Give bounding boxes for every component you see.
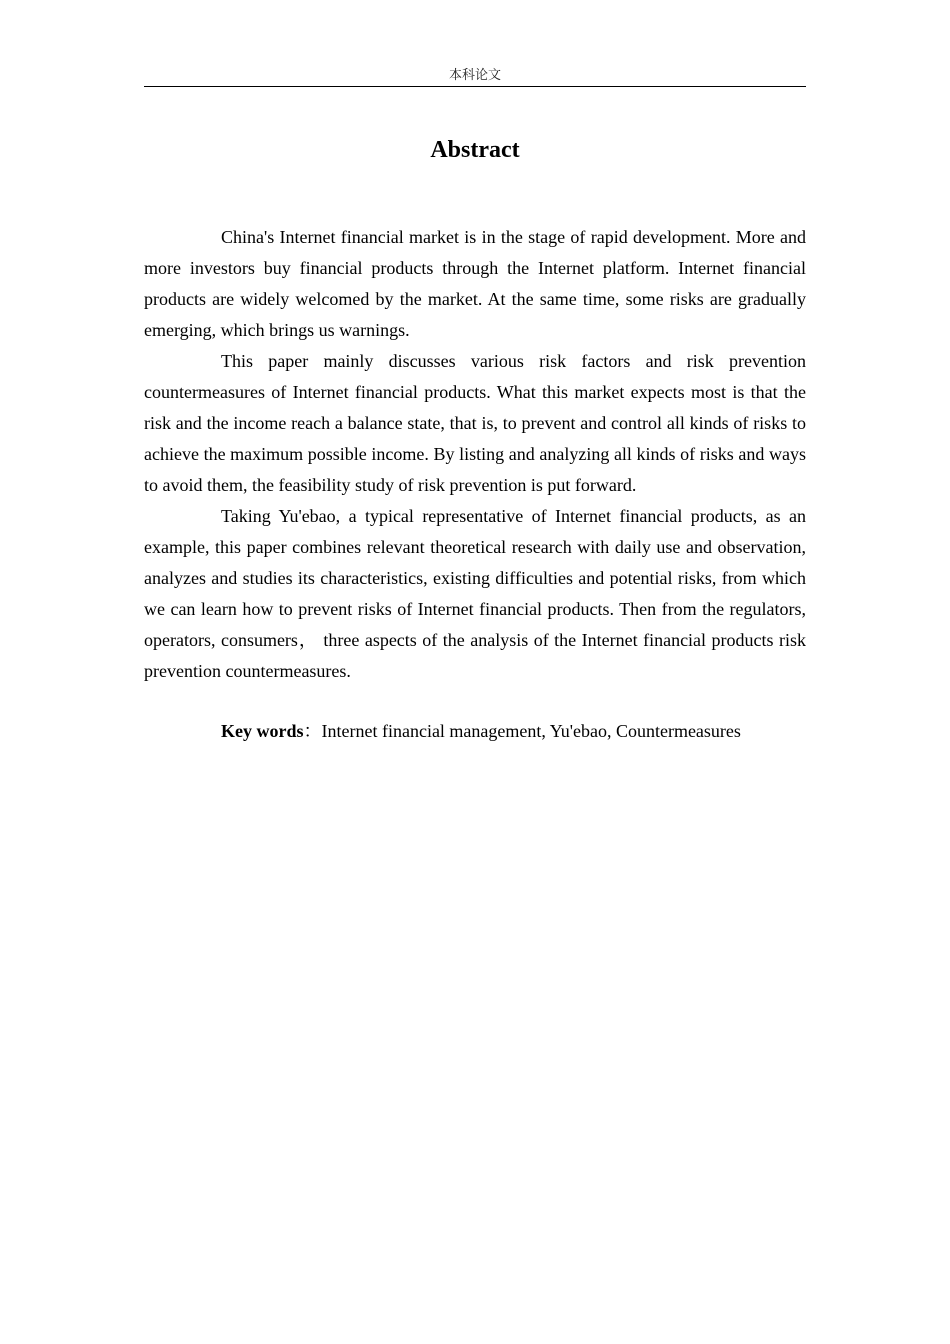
keywords-list: Internet financial management, Yu'ebao, Countermeasures [321, 721, 741, 741]
keywords-separator: ： [303, 721, 322, 741]
page-header [144, 66, 806, 87]
running-title: 本科论文 [448, 68, 501, 83]
abstract-paragraph-3: Taking Yu'ebao, a typical representative of Internet financial products, as an example, this paper combines relevant theoretical research with daily use and observation, analyzes and studies its characteristics, existing difficulties and potential risks, from which we can learn how to prevent risks of Internet financial products. Then from the regulators, operators, consumers， three aspects of the analysis of the Internet financial products risk prevention countermeasures. [144, 506, 806, 681]
abstract-paragraph-2: This paper mainly discusses various risk factors and risk prevention countermeasures of Internet financial products. What this market expects most is that the risk and the income reach a balance state, that is, to prevent and control all kinds of risks to achieve the maximum possible income. By listing and analyzing all kinds of risks and ways to avoid them, the feasibility study of risk prevention is put forward. [144, 351, 806, 495]
keywords-line [221, 716, 821, 747]
abstract-title: Abstract [430, 137, 520, 163]
abstract-body [144, 222, 806, 687]
keywords-label: Key words [221, 721, 304, 741]
abstract-paragraph-1: China's Internet financial market is in the stage of rapid development. More and more investors buy financial products through the Internet platform. Internet financial products are widely welcomed by the market. At the same time, some risks are gradually emerging, which brings us warnings. [144, 227, 806, 340]
